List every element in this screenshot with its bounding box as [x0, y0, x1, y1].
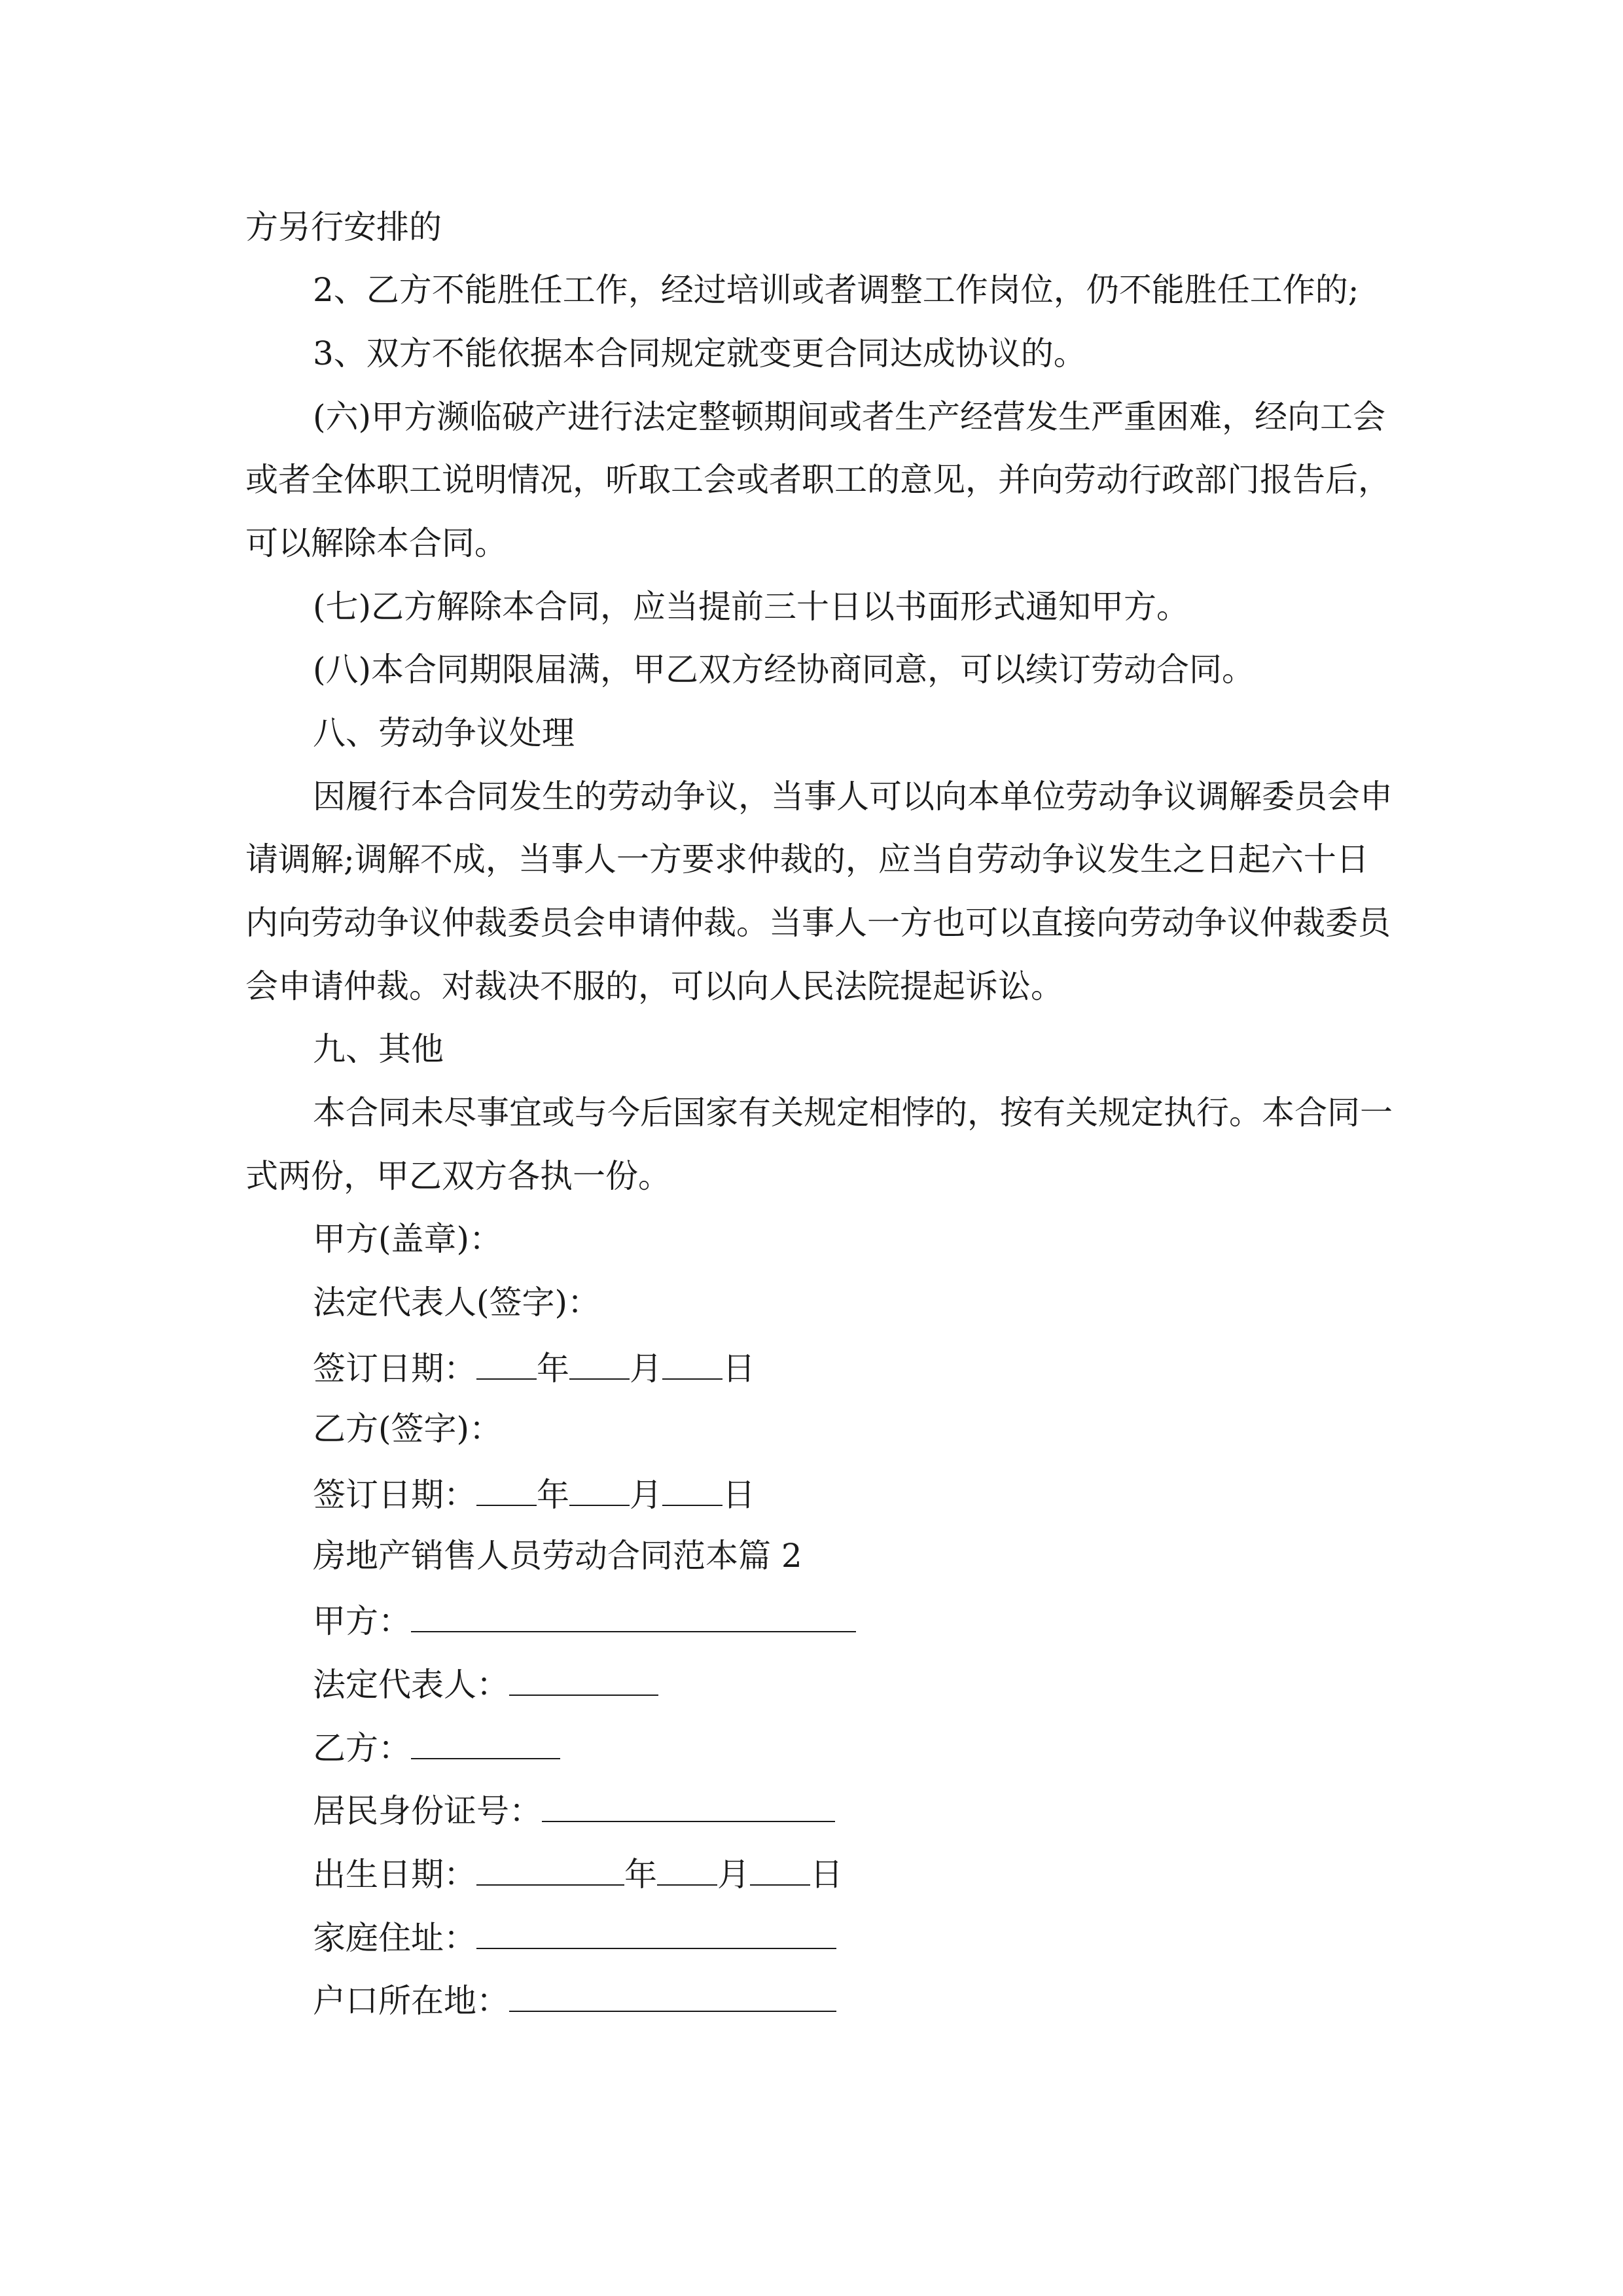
paragraph-line: (七)乙方解除本合同，应当提前三十日以书面形式通知甲方。 [313, 588, 1190, 626]
hukou-blank[interactable] [509, 1982, 836, 2012]
sign-date-label: 签订日期： [313, 1350, 476, 1388]
birth-date-label: 出生日期： [313, 1856, 476, 1893]
paragraph-line: 本合同未尽事宜或与今后国家有关规定相悖的，按有关规定执行。本合同一 [313, 1094, 1393, 1132]
sign-date-label: 签订日期： [313, 1476, 476, 1514]
paragraph-line: 可以解除本合同。 [245, 524, 507, 562]
id-number-blank[interactable] [542, 1792, 835, 1822]
month-unit: 月 [630, 1350, 662, 1388]
year-unit: 年 [537, 1350, 569, 1388]
paragraph-line: (六)甲方濒临破产进行法定整顿期间或者生产经营发生严重困难，经向工会 [313, 398, 1386, 436]
day-unit: 日 [722, 1476, 755, 1514]
hukou-label: 户口所在地： [313, 1982, 509, 2020]
party-b-label: 乙方： [313, 1729, 411, 1767]
legal-rep-sign-label: 法定代表人(签字)： [313, 1283, 601, 1321]
party-a-blank[interactable] [411, 1602, 856, 1632]
month-unit: 月 [717, 1856, 750, 1893]
day-unit: 日 [810, 1856, 843, 1893]
hukou-field [313, 1982, 1452, 2021]
day-blank[interactable] [662, 1350, 722, 1380]
party-a-field [313, 1602, 1452, 1641]
day-blank[interactable] [750, 1856, 810, 1886]
home-address-label: 家庭住址： [313, 1919, 476, 1957]
home-address-blank[interactable] [476, 1919, 836, 1949]
legal-rep-field [313, 1666, 1452, 1705]
paragraph-line: 式两份，甲乙双方各执一份。 [245, 1157, 671, 1195]
day-unit: 日 [722, 1350, 755, 1388]
party-b-blank[interactable] [411, 1729, 560, 1759]
year-blank[interactable] [476, 1350, 537, 1380]
paragraph-line: 请调解;调解不成，当事人一方要求仲裁的，应当自劳动争议发生之日起六十日 [245, 840, 1369, 878]
party-a-label: 甲方： [313, 1602, 411, 1640]
month-unit: 月 [630, 1476, 662, 1514]
paragraph-line: 内向劳动争议仲裁委员会申请仲裁。当事人一方也可以直接向劳动争议仲裁委员 [245, 904, 1391, 942]
id-number-field [313, 1792, 1452, 1831]
section-heading: 九、其他 [313, 1030, 444, 1068]
paragraph-line: 3、双方不能依据本合同规定就变更合同达成协议的。 [313, 334, 1086, 372]
day-blank[interactable] [662, 1476, 722, 1506]
id-number-label: 居民身份证号： [313, 1792, 542, 1830]
year-unit: 年 [624, 1856, 657, 1893]
year-blank[interactable] [476, 1856, 624, 1886]
sign-date-line [313, 1476, 1452, 1515]
month-blank[interactable] [657, 1856, 717, 1886]
month-blank[interactable] [569, 1476, 630, 1506]
sign-date-line [313, 1350, 1452, 1389]
month-blank[interactable] [569, 1350, 630, 1380]
party-b-field [313, 1729, 1452, 1768]
paragraph-line: 2、乙方不能胜任工作，经过培训或者调整工作岗位，仍不能胜任工作的; [313, 271, 1359, 309]
birth-date-field [313, 1856, 1452, 1895]
year-blank[interactable] [476, 1476, 537, 1506]
party-b-sign-label: 乙方(签字)： [313, 1410, 503, 1448]
legal-rep-blank[interactable] [509, 1666, 658, 1696]
paragraph-line: (八)本合同期限届满，甲乙双方经协商同意，可以续订劳动合同。 [313, 651, 1255, 689]
paragraph-line: 因履行本合同发生的劳动争议，当事人可以向本单位劳动争议调解委员会申 [313, 778, 1393, 816]
party-a-seal-label: 甲方(盖章)： [313, 1220, 503, 1258]
year-unit: 年 [537, 1476, 569, 1514]
paragraph-line: 或者全体职工说明情况，听取工会或者职工的意见，并向劳动行政部门报告后， [245, 461, 1391, 499]
section-title: 房地产销售人员劳动合同范本篇 2 [313, 1537, 802, 1575]
legal-rep-label: 法定代表人： [313, 1666, 509, 1704]
paragraph-line: 会申请仲裁。对裁决不服的，可以向人民法院提起诉讼。 [245, 967, 1063, 1005]
paragraph-line: 方另行安排的 [245, 208, 442, 246]
home-address-field [313, 1919, 1452, 1958]
section-heading: 八、劳动争议处理 [313, 714, 575, 752]
